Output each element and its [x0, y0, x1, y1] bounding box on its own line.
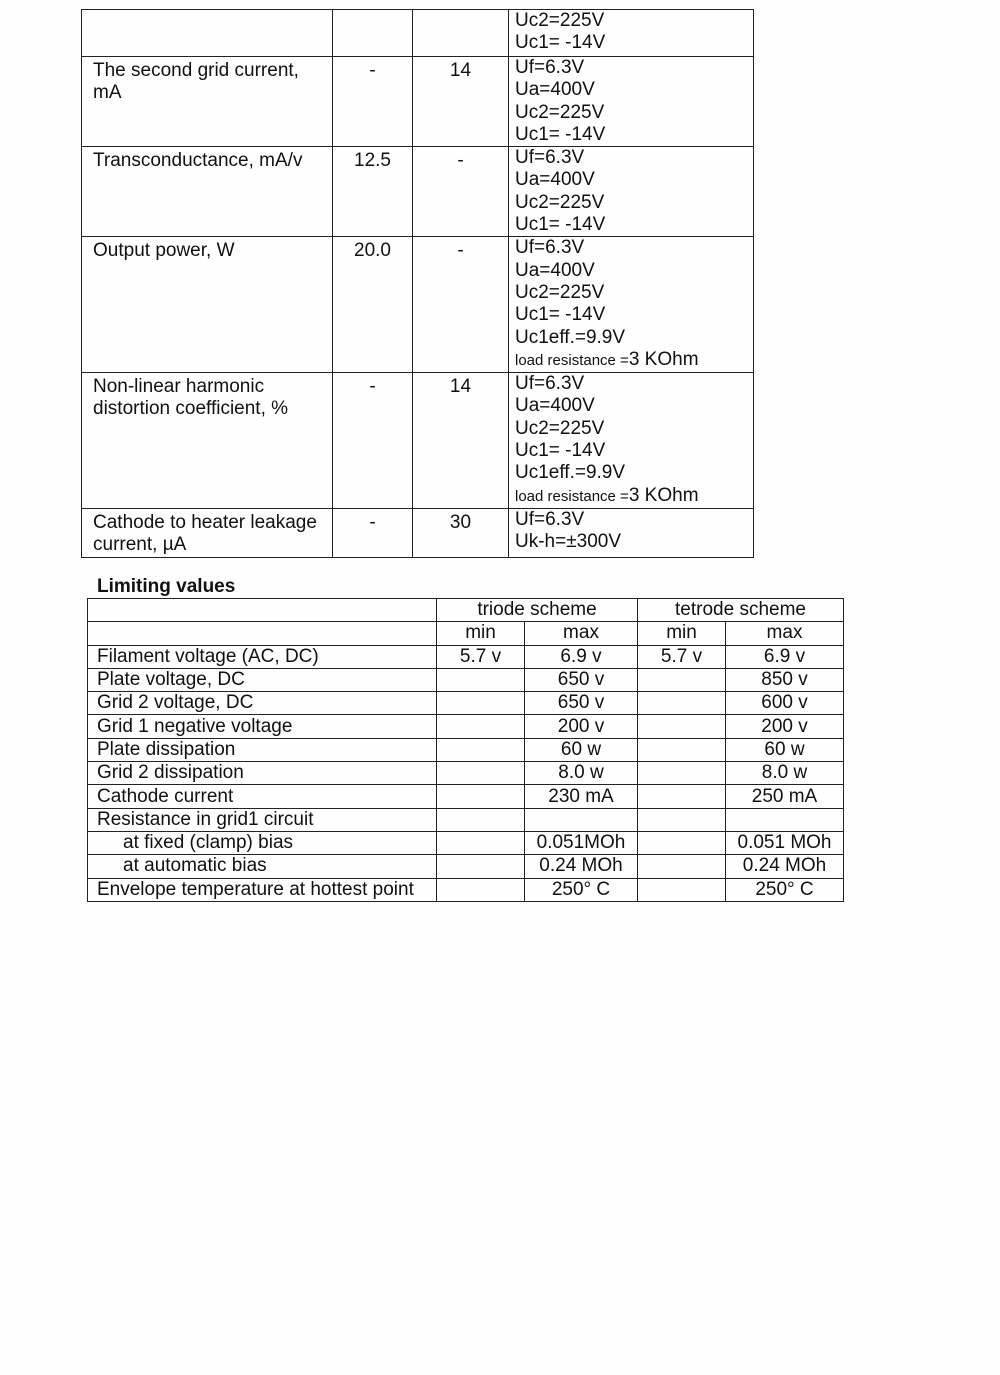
limiting-value-row	[88, 878, 844, 901]
parameter-row	[82, 373, 754, 509]
tetrode-max-value: 8.0 w	[726, 762, 844, 785]
parameter-name: Output power, W	[82, 237, 333, 373]
limiting-value-label: Grid 2 voltage, DC	[88, 692, 437, 715]
triode-max-value: 200 v	[525, 715, 638, 738]
limiting-value-label: Envelope temperature at hottest point	[88, 878, 437, 901]
tetrode-min-value	[638, 831, 726, 854]
condition-line: Uc2=225V	[515, 101, 605, 123]
condition-line: Uc2=225V	[515, 10, 605, 31]
limiting-values-table	[87, 598, 844, 902]
condition-line: Uc2=225V	[515, 191, 605, 213]
limiting-value-row	[88, 738, 844, 761]
tetrode-min-value	[638, 762, 726, 785]
triode-max-value: 60 w	[525, 738, 638, 761]
limiting-value-label: Resistance in grid1 circuit	[88, 808, 437, 831]
parameter-conditions	[509, 57, 754, 147]
triode-max-value: 6.9 v	[525, 645, 638, 668]
parameter-min: 20.0	[333, 237, 413, 373]
condition-line: Ua=400V	[515, 259, 595, 281]
tetrode-max-value: 6.9 v	[726, 645, 844, 668]
condition-line: Uc1= -14V	[515, 123, 606, 145]
triode-min-value	[437, 831, 525, 854]
triode-max-value: 250° C	[525, 878, 638, 901]
parameter-max: -	[413, 237, 509, 373]
parameter-min: -	[333, 57, 413, 147]
tetrode-max-value: 60 w	[726, 738, 844, 761]
parameter-name: Transconductance, mA/v	[82, 147, 333, 237]
parameters-table-body	[82, 10, 754, 558]
triode-min-value	[437, 692, 525, 715]
limiting-values-title: Limiting values	[97, 576, 236, 597]
parameter-min	[333, 10, 413, 57]
parameter-name: Non-linear harmonic distortion coefficient, %	[82, 373, 333, 509]
condition-line: Uc1= -14V	[515, 304, 606, 326]
limiting-value-row	[88, 762, 844, 785]
tetrode-max-value: 250° C	[726, 878, 844, 901]
condition-line: Uf=6.3V	[515, 373, 585, 395]
parameter-conditions	[509, 10, 754, 57]
triode-min-value	[437, 785, 525, 808]
parameter-conditions	[509, 373, 754, 509]
parameters-table	[81, 9, 754, 558]
parameter-name: Cathode to heater leakage current, µA	[82, 508, 333, 557]
triode-max-header: max	[525, 622, 638, 645]
condition-line: Uc2=225V	[515, 417, 605, 439]
condition-line: Ua=400V	[515, 395, 595, 417]
tetrode-min-value	[638, 715, 726, 738]
limiting-value-row	[88, 645, 844, 668]
condition-line: Uc1= -14V	[515, 440, 606, 462]
group-header-row	[88, 599, 844, 622]
triode-min-value	[437, 738, 525, 761]
load-resistance-value: 3 KOhm	[628, 348, 699, 370]
triode-min-value	[437, 878, 525, 901]
limiting-value-label: at automatic bias	[88, 855, 437, 878]
condition-line: Ua=400V	[515, 79, 595, 101]
triode-max-value: 650 v	[525, 668, 638, 691]
parameter-name	[82, 10, 333, 57]
triode-min-header: min	[437, 622, 525, 645]
limiting-value-label: Grid 1 negative voltage	[88, 715, 437, 738]
tetrode-min-value	[638, 808, 726, 831]
blank-subheader-cell	[88, 622, 437, 645]
triode-min-value	[437, 808, 525, 831]
parameter-min: -	[333, 373, 413, 509]
parameter-row	[82, 10, 754, 57]
parameter-row	[82, 147, 754, 237]
condition-line: Uc1= -14V	[515, 214, 606, 236]
load-resistance-line	[515, 349, 749, 372]
limiting-value-row	[88, 808, 844, 831]
condition-line: Uc1= -14V	[515, 32, 606, 54]
condition-line: Ua=400V	[515, 169, 595, 191]
tetrode-max-value: 250 mA	[726, 785, 844, 808]
tetrode-max-value: 600 v	[726, 692, 844, 715]
tetrode-max-value	[726, 808, 844, 831]
tetrode-max-header: max	[726, 622, 844, 645]
triode-scheme-header: triode scheme	[437, 599, 638, 622]
parameter-min: -	[333, 508, 413, 557]
limiting-value-row	[88, 785, 844, 808]
parameter-max: 30	[413, 508, 509, 557]
limiting-values-body	[88, 599, 844, 902]
tetrode-min-value	[638, 785, 726, 808]
limiting-value-row	[88, 831, 844, 854]
condition-line: Uc1eff.=9.9V	[515, 326, 626, 348]
parameter-min: 12.5	[333, 147, 413, 237]
triode-max-value: 0.051MOh	[525, 831, 638, 854]
parameter-max: 14	[413, 373, 509, 509]
limiting-value-label: Filament voltage (AC, DC)	[88, 645, 437, 668]
triode-min-value	[437, 855, 525, 878]
tetrode-max-value: 0.24 MOh	[726, 855, 844, 878]
triode-min-value	[437, 668, 525, 691]
condition-line: Uf=6.3V	[515, 147, 585, 169]
limiting-value-row	[88, 692, 844, 715]
parameter-conditions	[509, 147, 754, 237]
load-resistance-label: load resistance =	[515, 487, 629, 505]
limiting-value-row	[88, 668, 844, 691]
parameter-conditions	[509, 237, 754, 373]
tetrode-min-value	[638, 738, 726, 761]
triode-max-value: 8.0 w	[525, 762, 638, 785]
tetrode-max-value: 200 v	[726, 715, 844, 738]
triode-max-value: 230 mA	[525, 785, 638, 808]
sub-header-row	[88, 622, 844, 645]
tetrode-min-value	[638, 692, 726, 715]
triode-min-value	[437, 762, 525, 785]
tetrode-min-value	[638, 855, 726, 878]
condition-line: Uf=6.3V	[515, 508, 585, 530]
triode-min-value	[437, 715, 525, 738]
limiting-value-label: Plate voltage, DC	[88, 668, 437, 691]
triode-max-value: 650 v	[525, 692, 638, 715]
limiting-value-row	[88, 715, 844, 738]
tetrode-scheme-header: tetrode scheme	[638, 599, 844, 622]
parameter-name: The second grid current, mA	[82, 57, 333, 147]
limiting-value-label: Plate dissipation	[88, 738, 437, 761]
limiting-value-label: Grid 2 dissipation	[88, 762, 437, 785]
parameter-conditions	[509, 508, 754, 557]
condition-line: Uf=6.3V	[515, 237, 585, 259]
tetrode-max-value: 850 v	[726, 668, 844, 691]
load-resistance-value: 3 KOhm	[628, 484, 699, 506]
load-resistance-line	[515, 485, 749, 508]
load-resistance-label: load resistance =	[515, 351, 629, 369]
triode-max-value	[525, 808, 638, 831]
parameter-max: 14	[413, 57, 509, 147]
triode-min-value: 5.7 v	[437, 645, 525, 668]
condition-line: Uc1eff.=9.9V	[515, 462, 626, 484]
parameter-max	[413, 10, 509, 57]
tetrode-max-value: 0.051 MOh	[726, 831, 844, 854]
triode-max-value: 0.24 MOh	[525, 855, 638, 878]
parameter-row	[82, 508, 754, 557]
blank-header-cell	[88, 599, 437, 622]
parameter-row	[82, 237, 754, 373]
parameter-row	[82, 57, 754, 147]
limiting-value-row	[88, 855, 844, 878]
tetrode-min-value	[638, 878, 726, 901]
limiting-value-label: Cathode current	[88, 785, 437, 808]
parameter-max: -	[413, 147, 509, 237]
condition-line: Uf=6.3V	[515, 57, 585, 78]
condition-line: Uk-h=±300V	[515, 531, 622, 553]
tetrode-min-header: min	[638, 622, 726, 645]
tetrode-min-value	[638, 668, 726, 691]
tetrode-min-value: 5.7 v	[638, 645, 726, 668]
condition-line: Uc2=225V	[515, 281, 605, 303]
limiting-value-label: at fixed (clamp) bias	[88, 831, 437, 854]
